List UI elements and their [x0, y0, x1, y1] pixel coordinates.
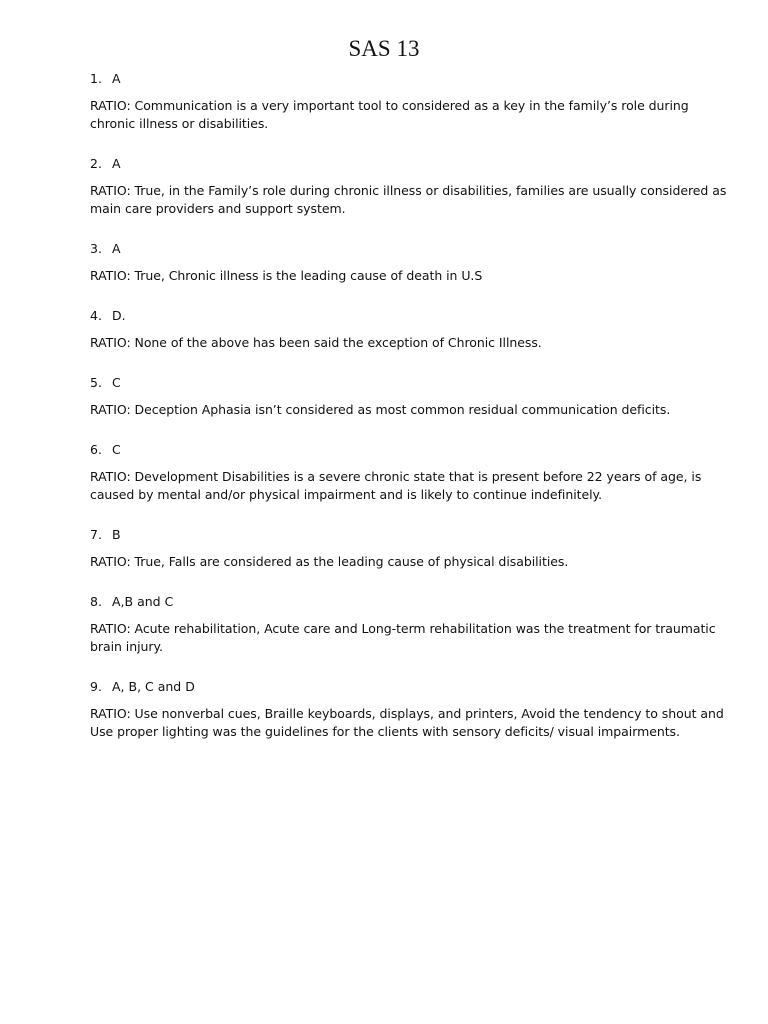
answer-line	[90, 374, 730, 392]
answer-line	[90, 70, 730, 88]
item-number: 3.	[90, 241, 102, 256]
answer-item	[90, 526, 730, 571]
answer-line	[90, 155, 730, 173]
ratio-text: RATIO: Use nonverbal cues, Braille keyboards, displays, and printers, Avoid the tendency to shout and Use proper lighting was the guidelines for the clients with sensory deficits/ visual impairments.	[90, 706, 724, 739]
ratio-text: RATIO: True, in the Family’s role during chronic illness or disabilities, families are usually considered as main care providers and support system.	[90, 183, 727, 216]
answer-item	[90, 593, 730, 656]
answer-choice: A	[112, 156, 121, 171]
ratio-text: RATIO: Acute rehabilitation, Acute care and Long-term rehabilitation was the treatment for traumatic brain injury.	[90, 621, 716, 654]
ratio-text: RATIO: None of the above has been said the exception of Chronic Illness.	[90, 335, 542, 350]
answer-item	[90, 307, 730, 352]
answer-choice: C	[112, 375, 121, 390]
answer-line	[90, 240, 730, 258]
ratio-text: RATIO: Communication is a very important tool to considered as a key in the family’s role during chronic illness or disabilities.	[90, 98, 689, 131]
answer-item	[90, 70, 730, 133]
answer-choice: A, B, C and D	[112, 679, 195, 694]
item-number: 7.	[90, 527, 102, 542]
answer-line	[90, 593, 730, 611]
answer-choice: D.	[112, 308, 126, 323]
answer-choice: A,B and C	[112, 594, 174, 609]
document-title: SAS 13	[348, 36, 420, 61]
answer-line	[90, 526, 730, 544]
ratio-text: RATIO: True, Falls are considered as the leading cause of physical disabilities.	[90, 554, 569, 569]
item-number: 4.	[90, 308, 102, 323]
answer-item	[90, 441, 730, 504]
item-number: 1.	[90, 71, 102, 86]
item-number: 6.	[90, 442, 102, 457]
ratio-text: RATIO: True, Chronic illness is the leading cause of death in U.S	[90, 268, 483, 283]
answer-choice: A	[112, 241, 121, 256]
answer-choice: C	[112, 442, 121, 457]
item-number: 9.	[90, 679, 102, 694]
answer-choice: A	[112, 71, 121, 86]
answer-item	[90, 240, 730, 285]
answer-item	[90, 374, 730, 419]
ratio-text: RATIO: Development Disabilities is a severe chronic state that is present before 22 years of age, is caused by mental and/or physical impairment and is likely to continue indefinitely.	[90, 469, 702, 502]
item-number: 8.	[90, 594, 102, 609]
answer-item	[90, 155, 730, 218]
item-number: 5.	[90, 375, 102, 390]
ratio-text: RATIO: Deception Aphasia isn’t considered as most common residual communication deficits.	[90, 402, 671, 417]
item-number: 2.	[90, 156, 102, 171]
answer-choice: B	[112, 527, 121, 542]
answer-item	[90, 678, 730, 741]
answer-line	[90, 678, 730, 696]
answer-line	[90, 307, 730, 325]
answer-line	[90, 441, 730, 459]
answer-list	[90, 70, 730, 763]
